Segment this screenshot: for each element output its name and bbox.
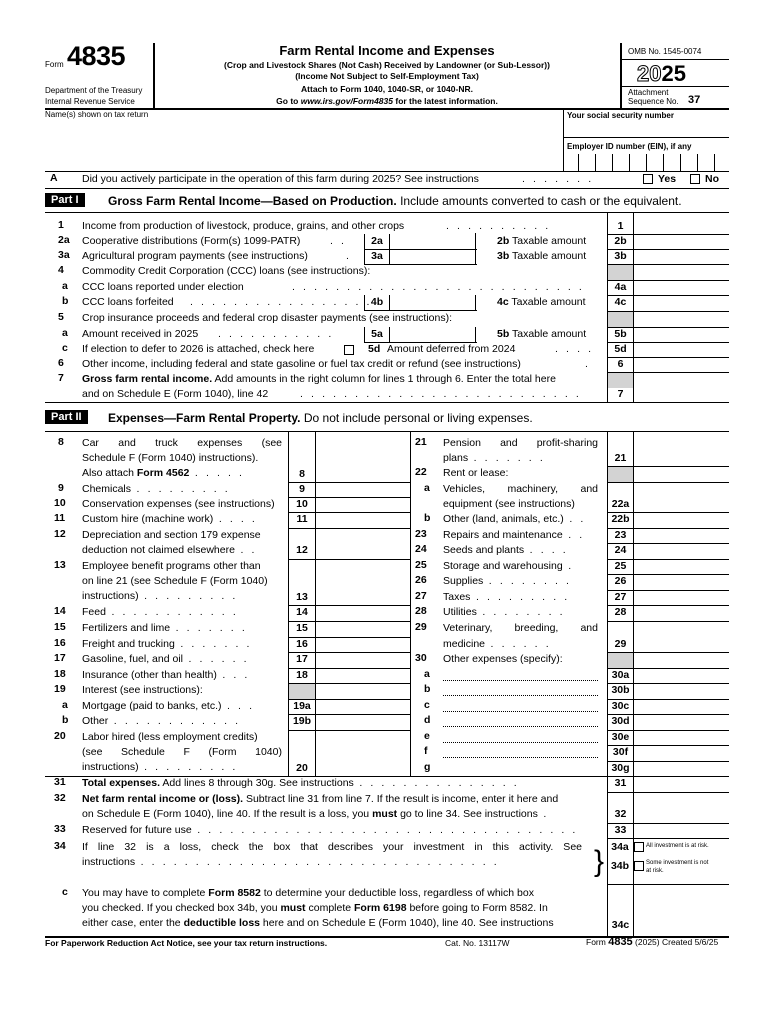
- line-24-text: Seeds and plants . . . .: [443, 544, 569, 556]
- line-34c-text-3: either case, enter the deductible loss here and on Schedule E (Form 1040), line 40. See instructions: [82, 917, 554, 929]
- line-27-input[interactable]: [634, 590, 728, 605]
- line-19a-input[interactable]: [316, 699, 409, 714]
- form-subtitle-3: Attach to Form 1040, 1040-SR, or 1040-NR.: [301, 84, 473, 94]
- line-21-input[interactable]: [634, 451, 728, 466]
- line-30f-specify[interactable]: [443, 757, 598, 758]
- ssn-input[interactable]: [566, 122, 728, 137]
- line-25-input[interactable]: [634, 559, 728, 574]
- line-3b-input[interactable]: [634, 249, 728, 264]
- ssn-label: Your social security number: [567, 111, 674, 120]
- sequence-label: Sequence No.: [628, 97, 679, 106]
- line-30c-input[interactable]: [634, 699, 728, 714]
- line-33-label: 33: [607, 823, 633, 838]
- line-34c-label: 34c: [607, 918, 633, 933]
- line-26-input[interactable]: [634, 574, 728, 589]
- line-30b-input[interactable]: [634, 683, 728, 698]
- line-7-label: 7: [607, 387, 633, 402]
- line-5d-mid-label: 5d: [368, 343, 381, 355]
- line-34-text: If line 32 is a loss, check the box that describes your investment in this activity. See: [82, 841, 582, 853]
- line-3b-label: 3b: [607, 249, 633, 264]
- line-5-text: Crop insurance proceeds and federal crop disaster payments (see instructions):: [82, 312, 453, 324]
- line-30d-input[interactable]: [634, 714, 728, 729]
- line-12-text: Depreciation and section 179 expense: [82, 529, 261, 541]
- line-19a-text: Mortgage (paid to banks, etc.) . . .: [82, 700, 255, 712]
- line-34c-text-2: you checked. If you checked box 34b, you must complete Form 6198 before going to Form 8582. In: [82, 902, 548, 914]
- line-5b-text: 5b Taxable amount: [497, 328, 587, 340]
- line-30g-input[interactable]: [634, 761, 728, 776]
- line-22-text: Rent or lease:: [443, 467, 509, 479]
- line-3a-input[interactable]: [391, 249, 476, 264]
- line-3a-label: 3a: [364, 249, 390, 264]
- line-9-input[interactable]: [316, 482, 409, 497]
- line-18-input[interactable]: [316, 668, 409, 683]
- line-3a-text: Agricultural program payments (see instructions): [82, 250, 308, 262]
- line-21-text-2: plans . . . . . . .: [443, 452, 546, 464]
- line-4-text: Commodity Credit Corporation (CCC) loans (see instructions):: [82, 265, 371, 277]
- part-2-title: Expenses—Farm Rental Property. Do not include personal or living expenses.: [108, 411, 533, 425]
- line-14-label: 14: [288, 605, 315, 620]
- line-8-text-2: Schedule F (Form 1040) instructions).: [82, 452, 259, 464]
- line-9-text: Chemicals . . . . . . . . .: [82, 483, 231, 495]
- names-label: Name(s) shown on tax return: [45, 110, 149, 119]
- line-5b-input[interactable]: [634, 327, 728, 342]
- line-34a-text: All investment is at risk.: [646, 843, 709, 849]
- line-20-text: Labor hired (less employment credits): [82, 731, 258, 743]
- line-13-input[interactable]: [316, 590, 409, 605]
- line-20-text-2: (see Schedule F (Form 1040): [82, 746, 282, 758]
- line-27-label: 27: [607, 590, 633, 605]
- line-19b-label: 19b: [288, 714, 315, 729]
- line-a-letter: A: [50, 172, 58, 184]
- line-33-input[interactable]: [634, 823, 728, 838]
- line-16-input[interactable]: [316, 637, 409, 652]
- line-32-text: Net farm rental income or (loss). Subtract line 31 from line 7. If the result is income, enter it here and: [82, 793, 559, 805]
- line-a-question: Did you actively participate in the operation of this farm during 2025? See instructions: [82, 173, 479, 185]
- line-31-label: 31: [607, 776, 633, 791]
- line-30-text: Other expenses (specify):: [443, 653, 563, 665]
- line-12-input[interactable]: [316, 543, 409, 558]
- line-22b-input[interactable]: [634, 512, 728, 527]
- line-34a-label: 34a: [611, 841, 629, 853]
- line-7-input[interactable]: [634, 387, 728, 402]
- line-5d-label: 5d: [607, 342, 633, 357]
- line-30d-specify[interactable]: [443, 726, 598, 727]
- line-14-text: Feed . . . . . . . . . . . .: [82, 606, 239, 618]
- line-22a-text-2: equipment (see instructions): [443, 498, 575, 510]
- form-number: 4835: [67, 41, 126, 71]
- line-25-label: 25: [607, 559, 633, 574]
- line-13-text-2: on line 21 (see Schedule F (Form 1040): [82, 575, 268, 587]
- line-8-label: 8: [288, 467, 315, 482]
- line-a-no-checkbox[interactable]: [690, 174, 700, 184]
- line-11-input[interactable]: [316, 512, 409, 527]
- line-30c-label: 30c: [607, 699, 633, 714]
- footer-notice: For Paperwork Reduction Act Notice, see your tax return instructions.: [45, 938, 328, 948]
- line-5b-label: 5b: [607, 327, 633, 342]
- line-28-input[interactable]: [634, 605, 728, 620]
- line-18-text: Insurance (other than health) . . .: [82, 669, 250, 681]
- omb-number: OMB No. 1545-0074: [628, 47, 702, 56]
- line-13-text-3: instructions) . . . . . . . . .: [82, 590, 238, 602]
- line-30c-specify[interactable]: [443, 711, 598, 712]
- line-20-input[interactable]: [316, 761, 409, 776]
- line-15-label: 15: [288, 621, 315, 636]
- line-4c-input[interactable]: [634, 295, 728, 310]
- line-25-text: Storage and warehousing .: [443, 560, 574, 572]
- line-26-label: 26: [607, 574, 633, 589]
- line-30e-specify[interactable]: [443, 742, 598, 743]
- line-17-input[interactable]: [316, 652, 409, 667]
- line-34-text-2: instructions . . . . . . . . . . . . . . . . . . . . . . . . . . . . . . . . .: [82, 856, 500, 868]
- line-12-label: 12: [288, 543, 315, 558]
- line-16-text: Freight and trucking . . . . . . .: [82, 638, 253, 650]
- line-3b-text: 3b Taxable amount: [497, 250, 587, 262]
- line-6-text: Other income, including federal and state gasoline or fuel tax credit or refund (see instructions): [82, 358, 521, 370]
- line-14-input[interactable]: [316, 605, 409, 620]
- line-15-input[interactable]: [316, 621, 409, 636]
- line-32-label: 32: [607, 807, 633, 822]
- line-10-input[interactable]: [316, 497, 409, 512]
- line-32-text-2: on Schedule E (Form 1040), line 40. If the result is a loss, you must go to line 34. See instructions .: [82, 808, 549, 820]
- line-10-label: 10: [288, 497, 315, 512]
- irs-url-link[interactable]: www.irs.gov/Form4835: [300, 96, 393, 106]
- line-19b-text: Other . . . . . . . . . . . .: [82, 715, 241, 727]
- line-23-text: Repairs and maintenance . .: [443, 529, 585, 541]
- form-subtitle-1: (Crop and Livestock Shares (Not Cash) Received by Landowner (or Sub-Lessor)): [224, 60, 550, 70]
- line-30d-label: 30d: [607, 714, 633, 729]
- line-12-text-2: deduction not claimed elsewhere . .: [82, 544, 258, 556]
- line-22b-label: 22b: [607, 512, 633, 527]
- line-a-yes-label: Yes: [658, 173, 677, 185]
- line-23-label: 23: [607, 528, 633, 543]
- line-30a-specify[interactable]: [443, 680, 598, 681]
- form-subtitle-2: (Income Not Subject to Self-Employment Tax): [295, 71, 479, 81]
- line-34b-label: 34b: [610, 860, 630, 872]
- line-1-text: Income from production of livestock, produce, grains, and other crops: [82, 220, 405, 232]
- line-24-label: 24: [607, 543, 633, 558]
- line-34b-checkbox[interactable]: [634, 861, 644, 871]
- line-11-label: 11: [288, 512, 315, 527]
- line-2a-label: 2a: [364, 234, 390, 249]
- names-input[interactable]: [60, 122, 560, 166]
- ein-input[interactable]: [566, 153, 728, 170]
- line-30a-label: 30a: [607, 668, 633, 683]
- line-28-text: Utilities . . . . . . . .: [443, 606, 566, 618]
- line-13-label: 13: [288, 590, 315, 605]
- line-29-text-2: medicine . . . . . .: [443, 638, 552, 650]
- ein-label: Employer ID number (EIN), if any: [567, 142, 692, 151]
- line-2b-label: 2b: [607, 234, 633, 249]
- line-30b-specify[interactable]: [443, 695, 598, 696]
- form-title: Farm Rental Income and Expenses: [279, 43, 495, 58]
- part-1-title: Gross Farm Rental Income—Based on Production. Include amounts converted to cash or the equivalent.: [108, 194, 682, 208]
- line-34c-input[interactable]: [634, 918, 728, 936]
- line-30b-label: 30b: [607, 683, 633, 698]
- line-9-label: 9: [288, 482, 315, 497]
- line-4b-input[interactable]: [391, 295, 476, 310]
- line-23-input[interactable]: [634, 528, 728, 543]
- line-17-text: Gasoline, fuel, and oil . . . . . .: [82, 653, 250, 665]
- line-19-text: Interest (see instructions):: [82, 684, 203, 696]
- line-30g-label: 30g: [607, 761, 633, 776]
- line-27-text: Taxes . . . . . . . . .: [443, 591, 570, 603]
- line-11-text: Custom hire (machine work) . . . .: [82, 513, 258, 525]
- line-20-label: 20: [288, 761, 315, 776]
- form-subtitle-4: Go to www.irs.gov/Form4835 for the latest information.: [276, 96, 498, 106]
- line-19a-label: 19a: [288, 699, 315, 714]
- line-31-input[interactable]: [634, 776, 728, 791]
- line-2a-input[interactable]: [391, 233, 476, 249]
- line-6-input[interactable]: [634, 357, 728, 372]
- line-34c-text: You may have to complete Form 8582 to determine your deductible loss, regardless of which box: [82, 887, 534, 899]
- line-2b-text: 2b Taxable amount: [497, 235, 587, 247]
- line-8-text-3: Also attach Form 4562 . . . . .: [82, 467, 245, 479]
- line-30f-input[interactable]: [634, 745, 728, 760]
- dept-treasury: Department of the Treasury: [45, 86, 143, 95]
- line-30f-label: 30f: [607, 745, 633, 760]
- form-label: Form: [45, 60, 64, 69]
- line-31-text: Total expenses. Add lines 8 through 30g. See instructions . . . . . . . . . . . . . . .: [82, 777, 520, 789]
- line-30e-input[interactable]: [634, 730, 728, 745]
- line-32-input[interactable]: [634, 807, 728, 822]
- line-33-text: Reserved for future use . . . . . . . . . . . . . . . . . . . . . . . . . . . . . . . . . . .: [82, 824, 578, 836]
- line-22a-input[interactable]: [634, 497, 728, 512]
- irs-label: Internal Revenue Service: [45, 97, 135, 106]
- line-18-label: 18: [288, 668, 315, 683]
- attachment-label: Attachment: [628, 88, 669, 97]
- footer-cat-no: Cat. No. 13117W: [445, 938, 510, 948]
- line-5d-text: Amount deferred from 2024: [387, 343, 516, 355]
- line-8-text: Car and truck expenses (see: [82, 437, 282, 449]
- line-7-text: Gross farm rental income. Add amounts in the right column for lines 1 through 6. Enter the total here: [82, 373, 556, 385]
- line-20-text-3: instructions) . . . . . . . . .: [82, 761, 238, 773]
- line-4a-input[interactable]: [634, 280, 728, 295]
- line-34b-text-2: at risk.: [646, 868, 664, 874]
- line-21-label: 21: [607, 451, 633, 466]
- line-24-input[interactable]: [634, 543, 728, 558]
- part-1-label: Part I: [45, 193, 85, 207]
- line-7-text-2: and on Schedule E (Form 1040), line 42: [82, 388, 269, 400]
- line-34b-text: Some investment is not: [646, 860, 709, 866]
- line-5c-text: If election to defer to 2026 is attached, check here: [82, 343, 315, 355]
- line-8-input[interactable]: [316, 467, 409, 482]
- line-26-text: Supplies . . . . . . . .: [443, 575, 572, 587]
- line-5c-checkbox[interactable]: [344, 345, 354, 355]
- form-4835-page: Form 4835 Department of the Treasury Internal Revenue Service Farm Rental Income and Expenses (Crop and Livestock Shares (Not Cash) Received by Landowner (or Sub-Lessor)) (Income Not Subject to Self-Employment Tax) Attach to Form 1040, 1040-SR, or 1040-NR. Go to www.irs.gov/Form4835 for the latest information. OMB No. 1545-0074 2025 Attachment Sequence No. 37 Name(s) shown on tax return Your social security number Employer ID number (EIN), if any A Did you actively participate in the operation of this farm during 2025? See instructions . . . . . . . Yes No Part I Gross Farm Rental Income—Based on Production. Include amounts converted to cash or the equivalent. 1 Income from production of livestock, produce, grains, and other crops . . . . . . . . . . 1 2a Cooperative distributions (Form(s) 1099-PATR) . . 2a 2b Taxable amount 2b 3a Agricultural program payments (see instructions) . 3a 3b Taxable amount 3b 4 Commodity Credit Corporation (CCC) loans (see instructions): a CCC loans reported under election . . . . . . . . . . . . . . . . . . . . . . . . . . . 4a b CCC loans forfeited . . . . . . . . . . . . . . . . . 4b 4c Taxable amount 4c 5 Crop insurance proceeds and federal crop disaster payments (see instructions): a Amount received in 2025 . . . . . . . . . . . 5a 5b Taxable amount 5b c If election to defer to 2026 is attached, check here 5d Amount deferred from 2024 . . . . 5d 6 Other income, including federal and state gasoline or fuel tax credit or refund (see instructions) . 6 7 Gross farm rental income. Add amounts in the right column for lines 1 through 6. Enter the total here and on Schedule E (Form 1040), line 42 . . . . . . . . . . . . . . . . . . . . . . . . . . 7 Part II Expenses—Farm Rental Property. Do not include personal or living expenses. 8 Car and truck expenses (see Schedule F (Form 1040) instructions). Also attach Form 4562 . . . . . 8 9 Chemicals . . . . . . . . . 9 10 Conservation expenses (see instructions) 10 11 Custom hire (machine work) . . . . 11 12 Depreciation and section 179 expense deduction not claimed elsewhere . . 12 13 Employee benefit programs other than on line 21 (see Schedule F (Form 1040) instructions) . . . . . . . . . 13 14 Feed . . . . . . . . . . . . 14 15 Fertilizers and lime . . . . . . . 15 16 Freight and trucking . . . . . . . 16 17 Gasoline, fuel, and oil . . . . . . 17 18 Insurance (other than health) . . . 18 19 Interest (see instructions): a Mortgage (paid to banks, etc.) . . . 19a b Other . . . . . . . . . . . . 19b 20 Labor hired (less employment credits) (see Schedule F (Form 1040) instructions) . . . . . . . . . 20 21 Pension and profit-sharing plans . . . . . . . 21 22 Rent or lease: a Vehicles, machinery, and equipment (see instructions) 22a b Other (land, animals, etc.) . . 22b 23 Repairs and maintenance . . 23 24 Seeds and plants . . . . 24 25 Storage and warehousing . 25 26 Supplies . . . . . . . . 26 27 Taxes . . . . . . . . . 27 28 Utilities . . . . . . . . 28 29 Veterinary, breeding, and medicine . . . . . . 29 30 Other expenses (specify): a 30a b 30b c 30c d 30d e 30e f 30f g 30g 31 Total expenses. Add lines 8 through 30g. See instructions . . . . . . . . . . . . . . . 31 32 Net farm rental income or (loss). Subtract line 31 from line 7. If the result is income, enter it here and on Schedule E (Form 1040), line 40. If the result is a loss, you must go to line 34. See instructions . 32 33 Reserved for future use . . . . . . . . . . . . . . . . . . . . . . . . . . . . . . . . . . . 33 34 If line 32 is a loss, check the box that describes your investment in this activity. See instructions . . . . . . . . . . . . . . . . . . . . . . . . . . . . . . . . . } 34a All investment is at risk. 34b Some investment is not at risk. c You may have to complete Form 8582 to determine your deductible loss, regardless of which box you checked. If you checked box 34b, you must complete Form 6198 before going to Form 8582. In either case, enter the deductible loss here and on Schedule E (Form 1040), line 40. See instructions 34c For Paperwork Reduction Act Notice, see your tax return instructions. Cat. No. 13117W Form 4835 (2025) Created 5/6/25: [0, 0, 770, 1024]
- line-22a-label: 22a: [607, 497, 633, 512]
- line-13-text: Employee benefit programs other than: [82, 560, 261, 572]
- line-22b-text: Other (land, animals, etc.) . .: [443, 513, 586, 525]
- brace-34: }: [594, 845, 605, 878]
- line-19b-input[interactable]: [316, 714, 409, 729]
- line-a-no-label: No: [705, 173, 719, 185]
- line-1-label: 1: [607, 219, 633, 234]
- line-29-label: 29: [607, 637, 633, 652]
- line-22a-text: Vehicles, machinery, and: [443, 483, 598, 495]
- line-5a-label: 5a: [364, 327, 390, 342]
- part-2-label: Part II: [45, 410, 88, 424]
- line-4c-text: 4c Taxable amount: [497, 296, 586, 308]
- line-4a-label: 4a: [607, 280, 633, 295]
- line-21-text: Pension and profit-sharing: [443, 437, 598, 449]
- line-5d-input[interactable]: [634, 342, 728, 357]
- line-30e-label: 30e: [607, 730, 633, 745]
- line-17-label: 17: [288, 652, 315, 667]
- line-5a-text: Amount received in 2025: [82, 328, 199, 340]
- line-5a-input[interactable]: [391, 327, 476, 342]
- line-4b-text: CCC loans forfeited: [82, 296, 174, 308]
- line-34a-checkbox[interactable]: [634, 842, 644, 852]
- line-29-text: Veterinary, breeding, and: [443, 622, 598, 634]
- line-2a-text: Cooperative distributions (Form(s) 1099-PATR): [82, 235, 301, 247]
- line-30a-input[interactable]: [634, 668, 728, 683]
- line-6-label: 6: [607, 357, 633, 372]
- line-10-text: Conservation expenses (see instructions): [82, 498, 275, 510]
- line-28-label: 28: [607, 605, 633, 620]
- line-4c-label: 4c: [607, 295, 633, 310]
- line-2b-input[interactable]: [634, 234, 728, 249]
- tax-year: 2025: [637, 61, 686, 86]
- footer-form-id: Form 4835 (2025) Created 5/6/25: [586, 936, 719, 948]
- line-1-input[interactable]: [634, 218, 728, 234]
- line-4a-text: CCC loans reported under election: [82, 281, 244, 293]
- line-29-input[interactable]: [634, 637, 728, 652]
- sequence-number: 37: [688, 94, 701, 106]
- line-a-yes-checkbox[interactable]: [643, 174, 653, 184]
- line-16-label: 16: [288, 637, 315, 652]
- line-15-text: Fertilizers and lime . . . . . . .: [82, 622, 248, 634]
- line-4b-label: 4b: [364, 295, 390, 310]
